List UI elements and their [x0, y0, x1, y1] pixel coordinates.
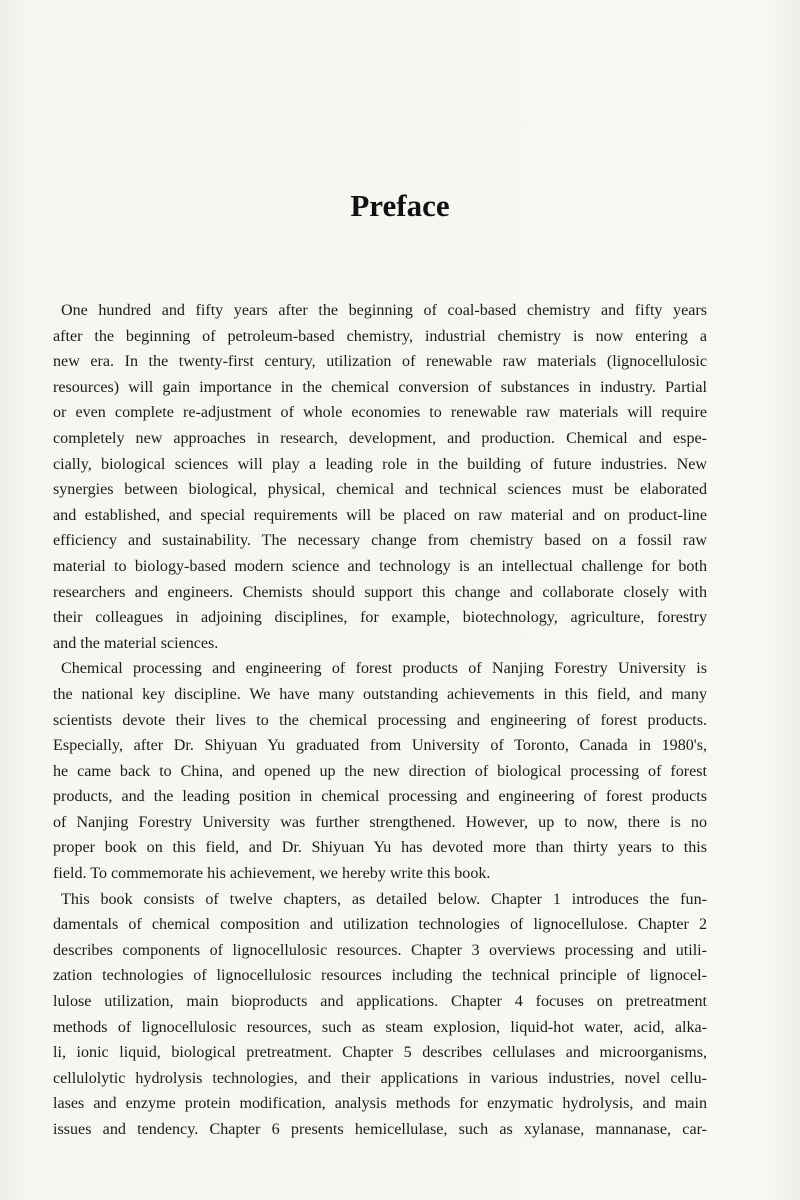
text-line: after the beginning of petroleum-based chemistry, industrial chemistry is now entering a: [53, 327, 707, 345]
text-line: damentals of chemical composition and utilization technologies of lignocellulose. Chapter 2: [53, 916, 707, 934]
text-line: and established, and special requirements will be placed on raw material and on product-line: [53, 506, 707, 524]
text-line: issues and tendency. Chapter 6 presents hemicellulase, such as xylanase, mannanase, car-: [53, 1121, 707, 1138]
text-line: cellulolytic hydrolysis technologies, and their applications in various industries, novel cellu-: [53, 1069, 707, 1087]
text-line: methods of lignocellulosic resources, such as steam explosion, liquid-hot water, acid, alka-: [53, 1018, 707, 1036]
text-line: resources) will gain importance in the chemical conversion of substances in industry. Partial: [53, 378, 707, 396]
text-line: scientists devote their lives to the chemical processing and engineering of forest products.: [53, 711, 707, 729]
text-line: completely new approaches in research, development, and production. Chemical and espe-: [53, 429, 707, 447]
text-line: or even complete re-adjustment of whole economies to renewable raw materials will require: [53, 404, 707, 422]
text-line: li, ionic liquid, biological pretreatment. Chapter 5 describes cellulases and microorganisms,: [53, 1044, 707, 1062]
text-line: synergies between biological, physical, chemical and technical sciences must be elaborated: [53, 481, 707, 499]
text-line: material to biology-based modern science and technology is an intellectual challenge for both: [53, 557, 707, 575]
text-line: products, and the leading position in chemical processing and engineering of forest products: [53, 788, 707, 806]
text-line: This book consists of twelve chapters, as detailed below. Chapter 1 introduces the fun-: [61, 890, 707, 908]
text-line: One hundred and fifty years after the beginning of coal-based chemistry and fifty years: [61, 302, 707, 319]
text-line: of Nanjing Forestry University was further strengthened. However, up to now, there is no: [53, 813, 707, 831]
paragraph: [53, 656, 707, 886]
text-line: researchers and engineers. Chemists should support this change and collaborate closely with: [53, 583, 707, 601]
text-line: and the material sciences.: [53, 634, 219, 652]
text-line: their colleagues in adjoining disciplines, for example, biotechnology, agriculture, forestry: [53, 609, 707, 627]
text-line: describes components of lignocellulosic resources. Chapter 3 overviews processing and utili-: [53, 941, 707, 959]
text-line: Chemical processing and engineering of forest products of Nanjing Forestry University is: [61, 660, 707, 678]
text-line: cially, biological sciences will play a leading role in the building of future industries. New: [53, 455, 707, 473]
text-line: zation technologies of lignocellulosic resources including the technical principle of lignocel-: [53, 967, 707, 985]
paragraph: [53, 298, 707, 656]
text-line: Especially, after Dr. Shiyuan Yu graduated from University of Toronto, Canada in 1980's,: [53, 737, 707, 755]
text-line: proper book on this field, and Dr. Shiyuan Yu has devoted more than thirty years to this: [53, 839, 707, 857]
text-line: efficiency and sustainability. The necessary change from chemistry based on a fossil raw: [53, 532, 707, 550]
text-line: lulose utilization, main bioproducts and applications. Chapter 4 focuses on pretreatment: [53, 993, 707, 1011]
body-text: [53, 298, 707, 1143]
text-line: the national key discipline. We have many outstanding achievements in this field, and many: [53, 685, 707, 703]
text-line: lases and enzyme protein modification, analysis methods for enzymatic hydrolysis, and main: [53, 1095, 707, 1113]
text-line: he came back to China, and opened up the new direction of biological processing of forest: [53, 762, 707, 780]
text-line: field. To commemorate his achievement, we hereby write this book.: [53, 865, 491, 883]
text-line: new era. In the twenty-first century, utilization of renewable raw materials (lignocellulosic: [53, 353, 707, 371]
paragraph: [53, 887, 707, 1143]
page-title: Preface: [350, 188, 450, 223]
